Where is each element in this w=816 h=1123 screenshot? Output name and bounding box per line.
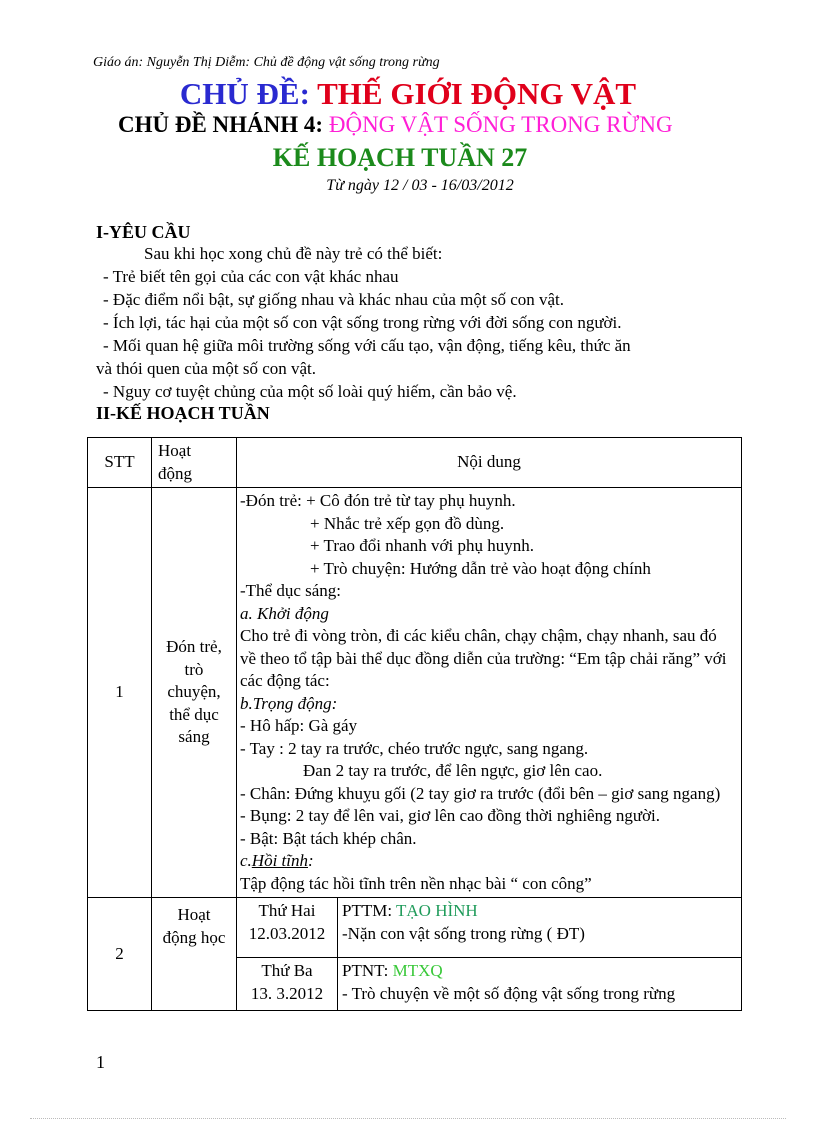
activity-line: chuyện,: [167, 682, 221, 702]
day-date: 13. 3.2012: [250, 983, 324, 1003]
row-content: [237, 488, 742, 898]
weekly-plan-table: [87, 437, 742, 1011]
activity-line: trò: [184, 659, 204, 679]
requirements-intro: Sau khi học xong chủ đề này trẻ có thể biết:: [144, 244, 443, 263]
content-line: Tập động tác hồi tĩnh trên nền nhạc bài “ con công”: [240, 873, 592, 893]
activity-line: thể dục: [169, 704, 219, 724]
content-subheading: a. Khởi động: [240, 603, 329, 623]
subject-label: PTNT:: [342, 961, 393, 980]
row-stt: 1: [88, 488, 152, 898]
page-bottom-divider: [30, 1118, 786, 1119]
day-content: [338, 898, 742, 958]
header-stt: STT: [88, 438, 152, 488]
content-line: - Bụng: 2 tay để lên vai, giơ lên cao đồng thời nghiêng người.: [240, 806, 661, 825]
subheading-text: Hồi tĩnh: [251, 851, 308, 870]
header-activity-line: động: [158, 463, 192, 483]
row-stt: 2: [88, 898, 152, 1011]
section-requirements-heading: I-YÊU CẦU: [96, 222, 191, 242]
requirement-item: - Nguy cơ tuyệt chủng của một số loài quý hiếm, cần bảo vệ.: [103, 382, 517, 401]
content-line: + Nhắc trẻ xếp gọn đồ dùng.: [310, 513, 505, 533]
date-range: Từ ngày 12 / 03 - 16/03/2012: [326, 177, 514, 194]
header-activity: [152, 438, 237, 488]
subtitle-text: ĐỘNG VẬT SỐNG TRONG RỪNG: [328, 112, 673, 137]
main-title-prefix: CHỦ ĐỀ:: [179, 76, 318, 111]
subject-detail: - Trò chuyện về một số động vật sống trong rừng: [342, 983, 676, 1003]
requirement-item: - Mối quan hệ giữa môi trường sống với cấu tạo, vận động, tiếng kêu, thức ăn: [103, 336, 631, 355]
row-activity: [152, 488, 237, 898]
requirement-item: - Đặc điểm nổi bật, sự giống nhau và khác nhau của một số con vật.: [103, 290, 565, 309]
day-date: 12.03.2012: [248, 923, 326, 943]
subject-label: PTTM:: [342, 901, 397, 920]
subject-line: [342, 960, 737, 983]
header-note: Giáo án: Nguyễn Thị Diễm: Chủ đề động vật sống trong rừng: [93, 55, 440, 70]
day-content: [338, 958, 742, 1011]
table-row: [88, 898, 742, 958]
subheading-prefix: c.: [240, 851, 252, 870]
main-title: [0, 76, 816, 112]
content-line: + Trò chuyện: Hướng dẫn trẻ vào hoạt động chính: [310, 558, 651, 578]
header-activity-line: Hoạt: [158, 441, 192, 460]
subject-topic: MTXQ: [392, 961, 443, 980]
content-subheading: b.Trọng động:: [240, 693, 338, 713]
day-cell: [237, 958, 338, 1011]
row-activity: [152, 898, 237, 1011]
content-line: - Bật: Bật tách khép chân.: [240, 828, 417, 848]
content-line: - Hô hấp: Gà gáy: [240, 716, 358, 735]
subject-detail: -Nặn con vật sống trong rừng ( ĐT): [342, 923, 585, 943]
activity-line: Đón trẻ,: [166, 637, 222, 657]
table-header-row: [88, 438, 742, 488]
header-content: Nội dung: [237, 438, 742, 488]
subheading-suffix: :: [308, 851, 314, 870]
content-line: -Đón trẻ: + Cô đón trẻ từ tay phụ huynh.: [240, 491, 516, 510]
content-line: - Chân: Đứng khuỵu gối (2 tay giơ ra trước (đổi bên – giơ sang ngang): [240, 783, 721, 803]
subject-topic: TẠO HÌNH: [396, 901, 478, 920]
day-name: Thứ Hai: [258, 901, 316, 920]
activity-line: động học: [162, 927, 226, 947]
requirement-item: - Ích lợi, tác hại của một số con vật sống trong rừng với đời sống con người.: [103, 313, 622, 332]
content-subheading: [240, 850, 735, 873]
content-line: + Trao đổi nhanh với phụ huynh.: [310, 536, 535, 555]
section-plan-heading: II-KẾ HOẠCH TUẦN: [96, 403, 270, 423]
content-line: -Thể dục sáng:: [240, 581, 342, 600]
day-name: Thứ Ba: [261, 961, 313, 980]
requirement-item: - Trẻ biết tên gọi của các con vật khác nhau: [103, 267, 399, 286]
subject-line: [342, 900, 737, 923]
content-line: Đan 2 tay ra trước, để lên ngực, giơ lên cao.: [303, 761, 603, 780]
content-paragraph: Cho trẻ đi vòng tròn, đi các kiểu chân, chạy chậm, chạy nhanh, sau đó về theo tổ tập bài thể dục đồng diễn của trường: “Em tập chải răng” với các động tác:: [240, 626, 727, 690]
requirement-item: và thói quen của một số con vật.: [96, 359, 317, 378]
main-title-text: THẾ GIỚI ĐỘNG VẬT: [317, 76, 637, 111]
activity-line: sáng: [178, 727, 210, 747]
table-row: [88, 488, 742, 898]
page-number: 1: [96, 1052, 105, 1072]
content-line: - Tay : 2 tay ra trước, chéo trước ngực, sang ngang.: [240, 738, 589, 758]
subtitle: [118, 112, 673, 138]
day-cell: [237, 898, 338, 958]
plan-title: KẾ HOẠCH TUẦN 27: [272, 143, 528, 172]
subtitle-prefix: CHỦ ĐỀ NHÁNH 4:: [118, 112, 329, 137]
activity-line: Hoạt: [177, 905, 211, 924]
